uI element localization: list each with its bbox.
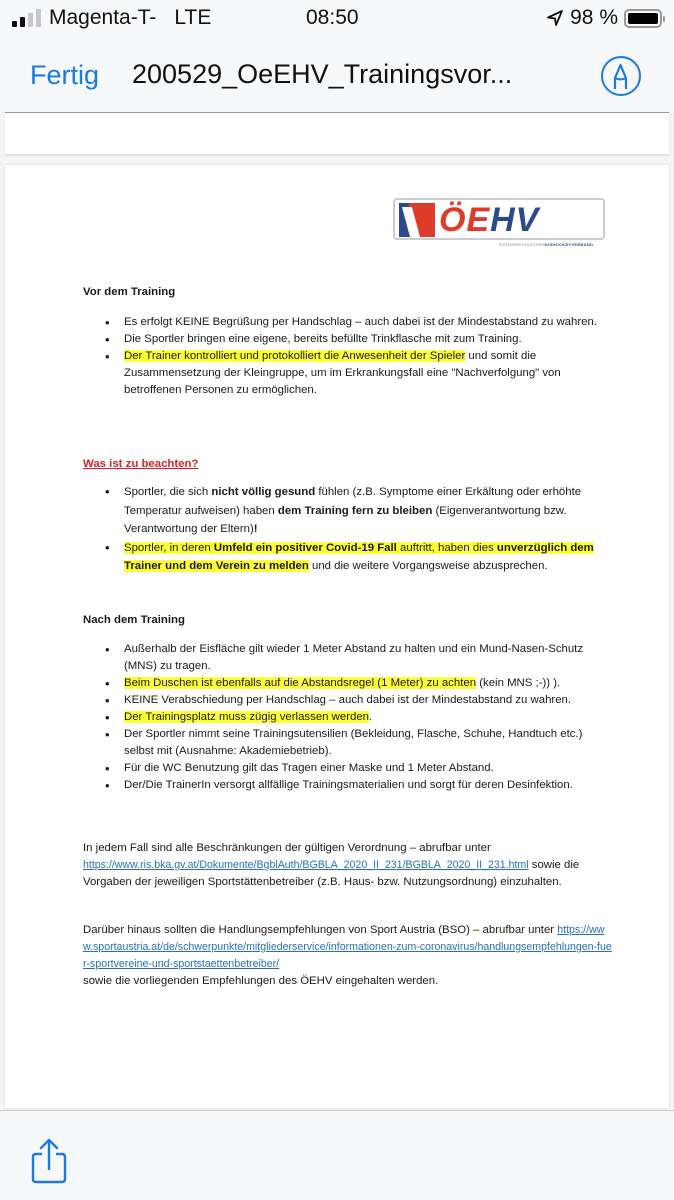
pdf-page[interactable] xyxy=(5,165,669,1108)
logo-subtitle: ÖSTERREICHISCHEREISHOCKEYVERBAND xyxy=(499,242,594,247)
list-item: • Es erfolgt KEINE Begrüßung per Handschlag – auch dabei ist der Mindestabstand zu wahren. xyxy=(105,314,610,331)
highlighted-text: Der Trainingsplatz muss zügig verlassen werden xyxy=(124,711,370,723)
list-item: • Der Trainer kontrolliert und protokolliert die Anwesenheit der Spieler und somit die Zusammensetzung der Kleingruppe, um im Erkrankungsfall eine "Nachverfolgung" von betroffenen Personen zu ermöglichen. xyxy=(105,348,610,399)
battery-icon xyxy=(624,9,662,28)
list-item: • Der Sportler nimmt seine Trainingsutensilien (Bekleidung, Flasche, Schuhe, Handtuch etc.) selbst mit (Ausnahme: Akademiebetrieb). xyxy=(105,726,610,760)
status-left xyxy=(12,6,211,30)
list-item: • Für die WC Benutzung gilt das Tragen einer Maske und 1 Meter Abstand. xyxy=(105,760,610,777)
bottom-toolbar xyxy=(0,1110,674,1200)
done-button[interactable]: Fertig xyxy=(30,60,100,90)
ris-bka-link[interactable]: https://www.ris.bka.gv.at/Dokumente/BgblAuth/BGBLA_2020_II_231/BGBLA_2020_II_231.html xyxy=(83,859,529,871)
battery-percent: 98 % xyxy=(570,6,618,29)
list-item: • Der/Die TrainerIn versorgt allfällige Trainingsmaterialien und sorgt für deren Desinfektion. xyxy=(105,777,610,794)
list-item: • Beim Duschen ist ebenfalls auf die Abstandsregel (1 Meter) zu achten (kein MNS ;-)) ). xyxy=(105,675,610,692)
location-arrow-icon xyxy=(546,9,564,27)
list-item: • KEINE Verabschiedung per Handschlag – auch dabei ist der Mindestabstand zu wahren. xyxy=(105,692,610,709)
list-item: • Sportler, die sich nicht völlig gesund fühlen (z.B. Symptome einer Erkältung oder erhöhte Temperatur aufweisen) haben dem Training fern zu bleiben (Eigenverantwortung bzw. Verantwortung der Eltern)! xyxy=(105,483,610,539)
paragraph-verordnung: In jedem Fall sind alle Beschränkungen der gültigen Verordnung – abrufbar unter https://www.ris.bka.gv.at/Dokumente/BgblAuth/BGBLA_2020_II_231/BGBLA_2020_II_231.html sowie die Vorgaben der jeweiligen Sportstättenbetreiber (z.B. Haus- bzw. Nutzungsordnung) einzuhalten. xyxy=(83,842,580,888)
highlighted-text: Beim Duschen ist ebenfalls auf die Abstandsregel (1 Meter) zu achten xyxy=(124,677,477,689)
highlighted-text: Der Trainer kontrolliert und protokolliert die Anwesenheit der Spieler xyxy=(124,350,466,362)
previous-page-fragment xyxy=(5,112,669,155)
share-button[interactable] xyxy=(28,1137,70,1185)
list-nach-dem-training xyxy=(105,641,610,794)
logo-text: ÖEHV xyxy=(439,201,540,239)
sportaustria-link[interactable]: https://www.sportaustria.at/de/schwerpunkte/mitgliederservice/informationen-zum-coronavirus/handlungsempfehlungen-fuer-sportvereine-und-sportstaettenbetreiber/ xyxy=(83,924,612,970)
share-icon xyxy=(28,1137,70,1185)
paragraph-sport-austria: Darüber hinaus sollten die Handlungsempfehlungen von Sport Austria (BSO) – abrufbar unter https://www.sportaustria.at/de/schwerpunkte/mitgliederservice/informationen-zum-coronavirus/handlungsempfehlungen-fuer-sportvereine-und-sportstaettenbetreiber/ sowie die vorliegenden Empfehlungen des ÖEHV eingehalten werden. xyxy=(83,924,612,987)
markup-pen-icon xyxy=(603,58,638,93)
navigation-bar xyxy=(0,40,674,112)
document-title: 200529_OeEHV_Trainingsvor... xyxy=(132,59,513,89)
hockey-player-icon xyxy=(399,203,435,237)
highlighted-text: Sportler, in deren Umfeld ein positiver Covid-19 Fall auftritt, haben dies unverzüglich dem Trainer und dem Verein zu melden xyxy=(124,541,594,572)
markup-button[interactable] xyxy=(601,56,641,96)
list-item: • Die Sportler bringen eine eigene, bereits befüllte Trinkflasche mit zum Training. xyxy=(105,331,610,348)
network-type: LTE xyxy=(174,6,212,29)
heading-was-ist-zu-beachten: Was ist zu beachten? xyxy=(83,458,199,470)
oehv-logo xyxy=(393,198,605,240)
list-vor-dem-training xyxy=(105,314,610,399)
list-item: • Sportler, in deren Umfeld ein positiver Covid-19 Fall auftritt, haben dies unverzüglich dem Trainer und dem Verein zu melden und die weitere Vorgangsweise abzusprechen. xyxy=(105,539,610,576)
list-item: • Außerhalb der Eisfläche gilt wieder 1 Meter Abstand zu halten und ein Mund-Nasen-Schutz (MNS) zu tragen. xyxy=(105,641,610,675)
list-was-ist-zu-beachten xyxy=(105,483,610,576)
heading-nach-dem-training: Nach dem Training xyxy=(83,614,185,626)
carrier-name: Magenta-T- xyxy=(49,6,157,29)
status-bar xyxy=(0,0,674,40)
heading-vor-dem-training: Vor dem Training xyxy=(83,286,176,298)
list-item: • Der Trainingsplatz muss zügig verlassen werden. xyxy=(105,709,610,726)
clock: 08:50 xyxy=(306,6,359,29)
status-right xyxy=(546,6,662,30)
signal-icon xyxy=(12,9,41,27)
